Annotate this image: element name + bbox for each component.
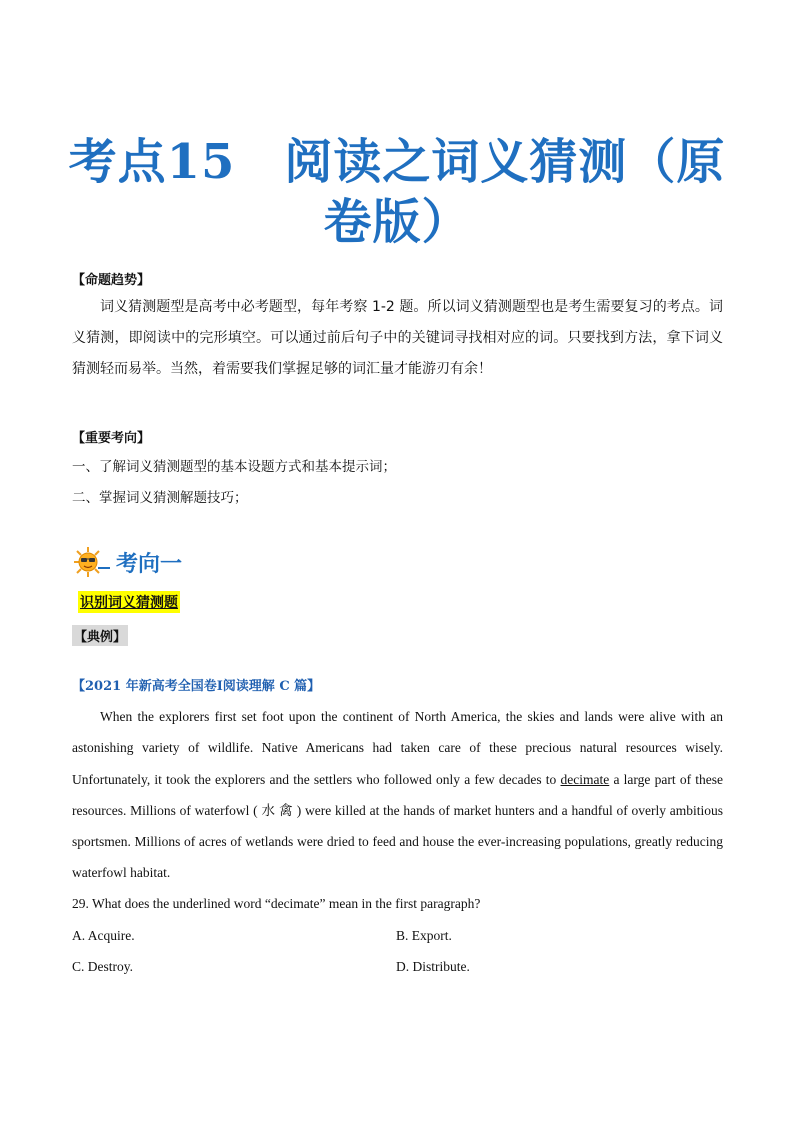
kaoxiang-heading-text: 考向一 (116, 551, 183, 577)
option-a: A. Acquire. (72, 928, 135, 943)
trend-paragraph: 词义猜测题型是高考中必考题型，每年考察 1-2 题。所以词义猜测题型也是考生需要复习的考点。词义猜测，即阅读中的完形填空。可以通过前后句子中的关键词寻找相对应的词。只要找到方法，拿下词义猜测轻而易举。当然，着需要我们掌握足够的词汇量才能游刃有余！ (72, 299, 723, 377)
kaoxiang-heading (72, 544, 182, 580)
title-line-2: 卷版） (323, 194, 471, 250)
passage-part-2: a large part of these resources. Millions of waterfowl ( 水 禽 ) were killed at the hands of market hunters and a handful of overly ambitious sportsmen. Millions of acres of wetlands were dried to feed and house the ever-increasing populations, greatly reducing waterfowl habitat. (72, 771, 724, 881)
title-line-1: 考点15 阅读之词义猜测（原 (68, 134, 726, 190)
underlined-word: decimate (560, 771, 610, 787)
question-29: 29. What does the underlined word “decimate” mean in the first paragraph? (72, 896, 481, 911)
directions-label: 【重要考向】 (72, 431, 151, 446)
passage-source: 【2021 年新高考全国卷Ⅰ阅读理解 C 篇】 (72, 679, 321, 694)
direction-item-2: 二、掌握词义猜测解题技巧； (72, 490, 248, 506)
example-label: 【典例】 (72, 625, 128, 646)
passage-part-1: When the explorers first set foot upon the continent of North America, the skies and lands were alive with an astonishing variety of wildlife. Native Americans had taken care of these precious natural resources wisely. Unfortunately, it took the explorers and the settlers who followed only a few decades to (72, 709, 723, 787)
sun-with-sunglasses-icon (72, 546, 112, 578)
highlighted-topic: 识别词义猜测题 (78, 591, 180, 613)
option-c: C. Destroy. (72, 959, 133, 974)
page-title (60, 132, 734, 252)
option-b: B. Export. (396, 928, 452, 943)
direction-item-1: 一、了解词义猜测题型的基本设题方式和基本提示词； (72, 459, 396, 475)
reading-passage (72, 701, 723, 889)
option-d: D. Distribute. (396, 959, 470, 974)
trend-label: 【命题趋势】 (72, 273, 151, 288)
